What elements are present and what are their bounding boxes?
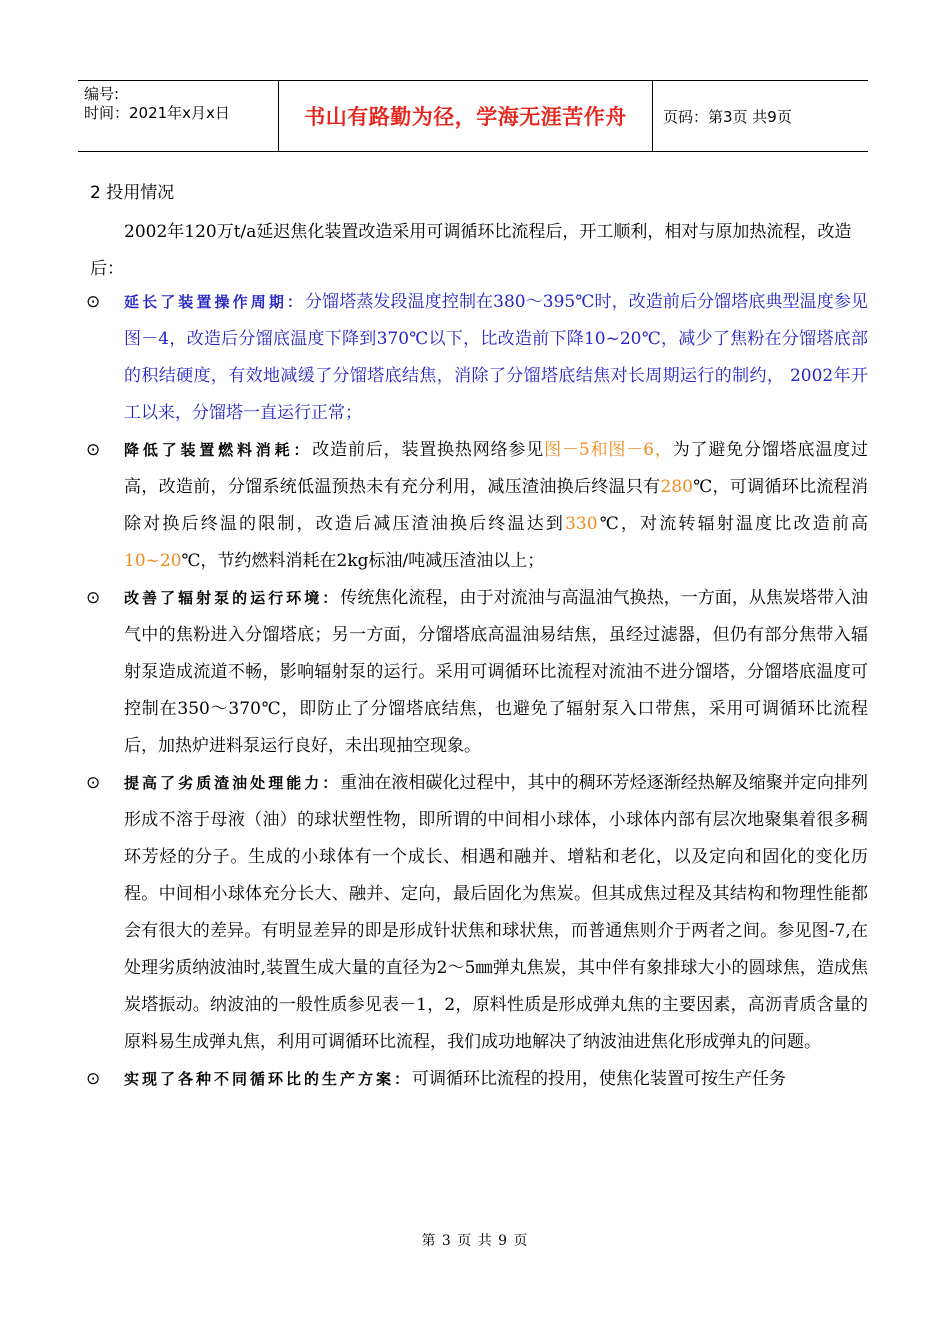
list-item <box>82 432 868 580</box>
item-segment: 10~20 <box>124 551 182 571</box>
page-footer: 第 3 页 共 9 页 <box>421 1233 529 1249</box>
circle-dot-icon: ⊙ <box>86 440 101 460</box>
item-segment: 可调循环比流程的投用，使焦化装置可按生产任务 <box>412 1069 787 1089</box>
circle-dot-icon: ⊙ <box>86 588 101 608</box>
item-segment: 分馏塔蒸发段温度控制在380～395℃时，改造前后分馏塔底典型温度参见图－4，改造后分馏底温度下降到370℃以下，比改造前下降10~20℃，减少了焦粉在分馏塔底部的积结硬度，有效地减缓了分馏塔底结焦，消除了分馏塔底结焦对长周期运行的制约， 2002年开工以来，分馏塔一直运行正常； <box>124 292 868 423</box>
bullet-list <box>82 284 868 1098</box>
item-segment: ℃，对流转辐射温度比改造前高 <box>597 514 868 534</box>
header-meta-cell <box>78 81 279 151</box>
item-segment: 重油在液相碳化过程中，其中的稠环芳烃逐渐经热解及缩聚并定向排列形成不溶于母液（油）的球状塑性物，即所谓的中间相小球体，小球体内部有层次地聚集着很多稠环芳烃的分子。生成的小球体有一个成长、相遇和融并、增粘和老化，以及定向和固化的变化历程。中间相小球体充分长大、融并、定向，最后固化为焦炭。但其成焦过程及其结构和物理性能都会有很大的差异。有明显差异的即是形成针状焦和球状焦，而普通焦则介于两者之间。参见图-7,在处理劣质纳波油时,装置生成大量的直径为2～5㎜弹丸焦炭，其中伴有象排球大小的圆球焦，造成焦炭塔振动。纳波油的一般性质参见表－1，2，原料性质是形成弹丸焦的主要因素，高沥青质含量的原料易生成弹丸焦，利用可调循环比流程，我们成功地解决了纳波油进焦化形成弹丸的问题。 <box>124 773 868 1052</box>
item-lead: 实现了各种不同循环比的生产方案： <box>124 1070 413 1088</box>
item-text <box>124 580 868 765</box>
item-lead: 延长了装置操作周期： <box>124 293 306 311</box>
item-segment: 330 <box>565 514 598 534</box>
page-label: 页码：第3页 共9页 <box>663 107 792 126</box>
item-segment: 为了避免分馏塔底温度过高，改造前，分馏系统低温预热未有充分利用，减压渣油换后终温只有 <box>124 440 868 497</box>
list-item <box>82 580 868 765</box>
header-page-info <box>653 81 868 151</box>
item-lead: 提高了劣质渣油处理能力： <box>124 774 341 792</box>
item-segment: 传统焦化流程，由于对流油与高温油气换热，一方面，从焦炭塔带入油气中的焦粉进入分馏塔底；另一方面，分馏塔底高温油易结焦，虽经过滤器，但仍有部分焦带入辐射泵造成流道不畅，影响辐射泵的运行。采用可调循环比流程对流油不进分馏塔，分馏塔底温度可控制在350～370℃，即防止了分馏塔底结焦，也避免了辐射泵入口带焦，采用可调循环比流程后，加热炉进料泵运行良好，未出现抽空现象。 <box>124 588 868 756</box>
circle-dot-icon: ⊙ <box>86 1069 101 1089</box>
circle-dot-icon: ⊙ <box>86 773 101 793</box>
item-lead: 降低了装置燃料消耗： <box>124 441 313 459</box>
item-segment: 图－5和图－6， <box>544 440 673 460</box>
item-text <box>124 432 868 580</box>
item-text <box>124 1061 868 1098</box>
list-item <box>82 765 868 1061</box>
serial-label: 编号: <box>84 85 120 103</box>
item-segment: ℃，节约燃料消耗在2kg标油/吨减压渣油以上； <box>181 551 545 571</box>
time-label: 时间：2021年x月x日 <box>84 104 230 122</box>
header-motto: 书山有路勤为径，学海无涯苦作舟 <box>279 81 653 151</box>
list-item <box>82 1061 868 1098</box>
page-header <box>78 80 868 152</box>
intro-paragraph: 2002年120万t/a延迟焦化装置改造采用可调循环比流程后，开工顺利，相对与原加热流程，改造后： <box>90 222 852 279</box>
item-segment: ℃，可调循环比流程消除对换后终温的限制，改造后减压渣油换后终温达到 <box>124 477 868 534</box>
item-text <box>124 284 868 432</box>
item-segment: 280 <box>660 477 693 497</box>
list-item <box>82 284 868 432</box>
section-title: 2 投用情况 <box>90 183 175 203</box>
item-segment: 改造前后，装置换热网络参见 <box>312 440 545 460</box>
item-lead: 改善了辐射泵的运行环境： <box>124 589 341 607</box>
item-text <box>124 765 868 1061</box>
circle-dot-icon: ⊙ <box>86 292 101 312</box>
